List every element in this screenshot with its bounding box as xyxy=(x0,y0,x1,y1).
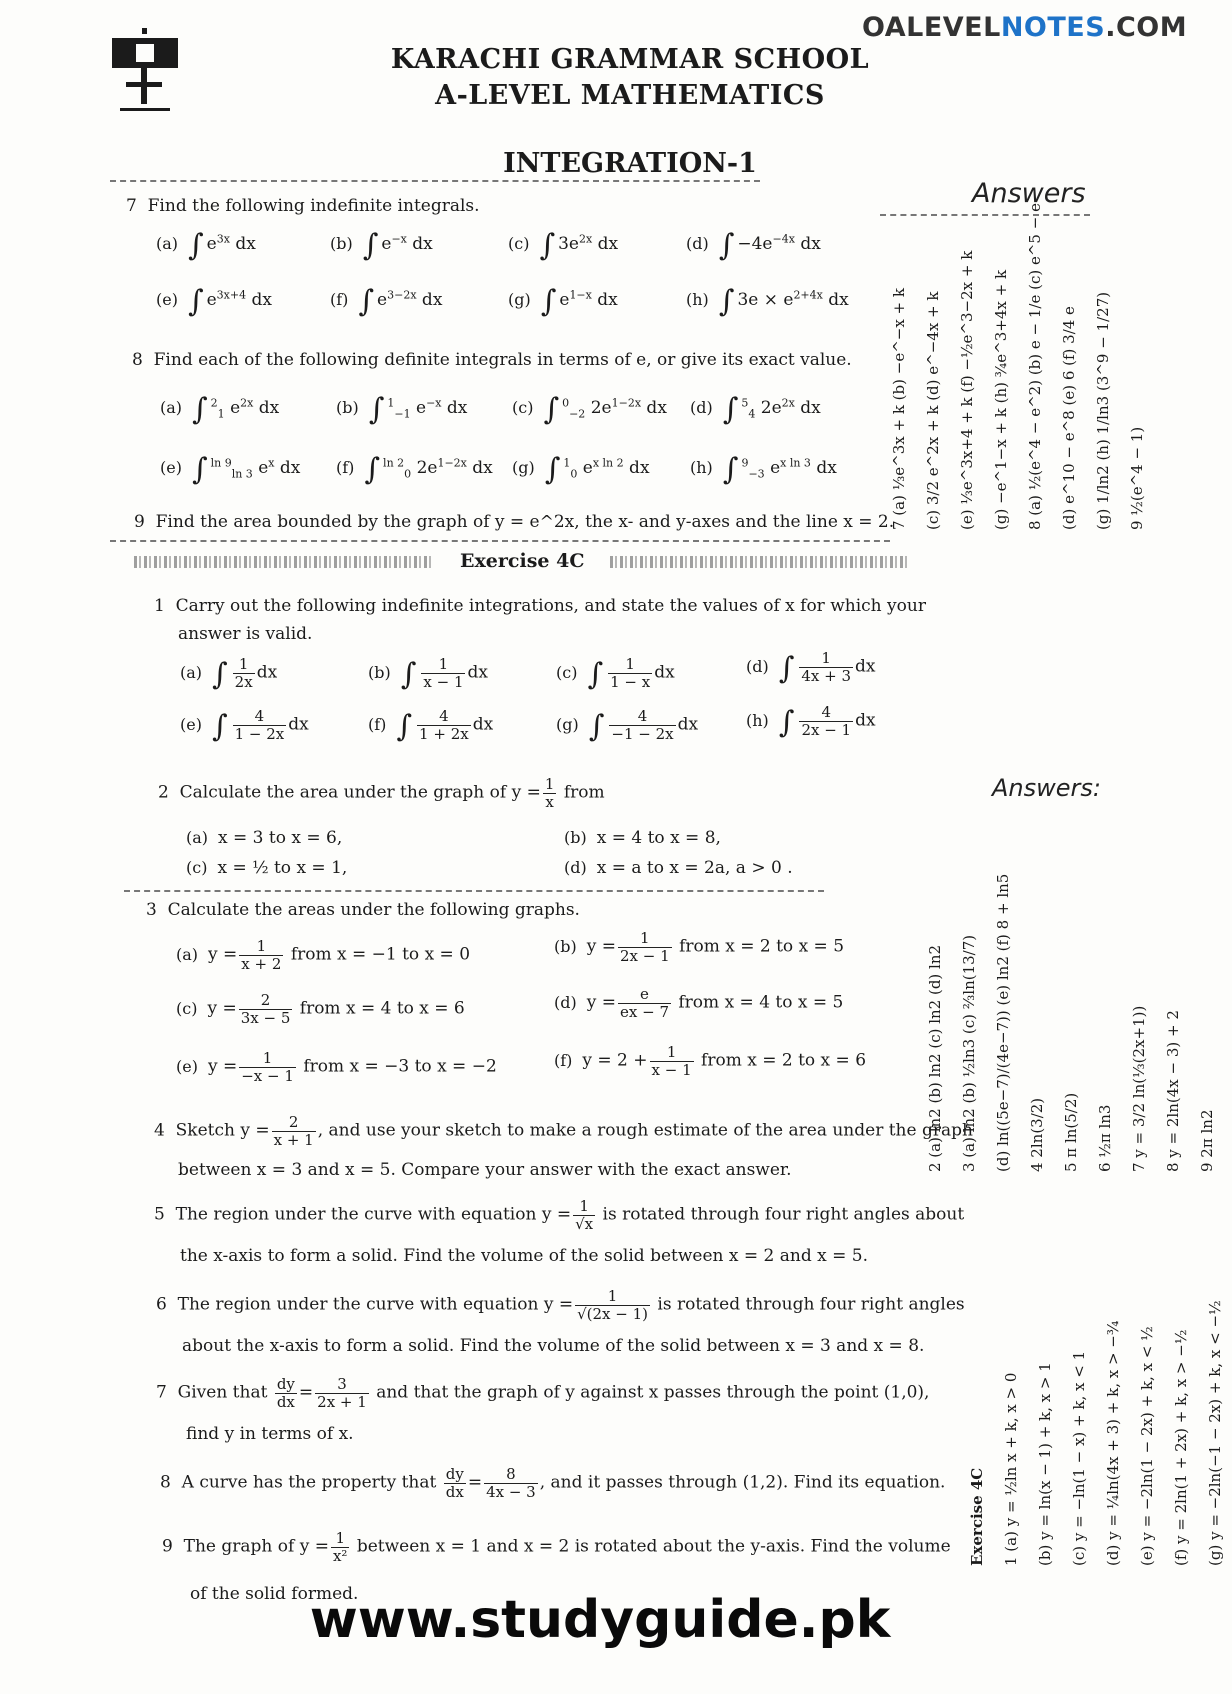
ex-q1c: (c) ∫ $\frac{1}{1 - x}$ dx xyxy=(556,655,675,692)
q7g: (g) ∫ $e^{1-x}$ dx xyxy=(508,284,618,319)
ex-q1h: (h) ∫ $\frac{4}{2x - 1}$ dx xyxy=(746,703,876,740)
ex-q5-text: 5 The region under the curve with equation y = $\frac{1}{√x}$ is rotated through four right angles about xyxy=(154,1197,965,1233)
ex-q6-text: 6 The region under the curve with equation y = $\frac{1}{√(2x - 1)}$ is rotated through four right angles xyxy=(156,1287,965,1323)
decorative-band xyxy=(134,556,434,568)
q7e: (e) ∫ $e^{3x+4}$ dx xyxy=(156,284,272,319)
ex-q1-text2: answer is valid. xyxy=(178,624,313,644)
ex-q9-text2: of the solid formed. xyxy=(190,1584,359,1604)
q7b: (b) ∫ $e^{-x}$ dx xyxy=(330,228,433,263)
divider xyxy=(110,540,890,542)
subject-name: A-LEVEL MATHEMATICS xyxy=(435,80,825,111)
answers-heading-2: Answers: xyxy=(992,774,1101,802)
ex-q2d: (d) x = a to x = 2a, a > 0 . xyxy=(564,858,793,878)
q7c: (c) ∫ $3e^{2x}$ dx xyxy=(508,228,619,263)
answers-block-1: 7 (a) ⅓e^3x + k (b) −e^−x + k (c) 3/2 e^2x + k (d) e^−4x + k (e) ⅓e^3x+4 + k (f) −½e^3−2x + k (g) −e^1−x + k (h) ¾e^3+4x + k 8 (a) ½(e^4 − e^2) (b) e − 1/e (c) e^5 − e (d) e^10 − e^8 (e) 6 (f) 3/4 e (g) 1/ln2 (h) 1/ln3 (3^9 − 1/27) 9 ½(e^4 − 1) xyxy=(890,203,1146,530)
ex-q6-text2: about the x-axis to form a solid. Find the volume of the solid between x = 3 and x = 8. xyxy=(182,1336,925,1356)
brand-watermark: OALEVELNOTES.COM xyxy=(862,12,1188,43)
q8d: (d) ∫ $^5_4$ $2e^{2x}$ dx xyxy=(690,392,821,427)
q7f: (f) ∫ $e^{3-2x}$ dx xyxy=(330,284,443,319)
q8e: (e) ∫ $^{ln 9}_{ln 3}$ $e^x$ dx xyxy=(160,452,301,487)
q8h: (h) ∫ $^9_{-3}$ $e^{x ln 3}$ dx xyxy=(690,452,837,487)
ex-q5-text2: the x-axis to form a solid. Find the volume of the solid between x = 2 and x = 5. xyxy=(180,1246,868,1266)
ex-q3-text: 3 Calculate the areas under the following graphs. xyxy=(146,900,580,920)
ex-q4-text2: between x = 3 and x = 5. Compare your answer with the exact answer. xyxy=(178,1160,792,1180)
answers-heading: Answers xyxy=(972,178,1086,209)
ex-q1e: (e) ∫ $\frac{4}{1 - 2x}$ dx xyxy=(180,707,309,744)
answers-block-2: 2 (a) ln2 (b) ln2 (c) ln2 (d) ln2 3 (a) ln2 (b) ½ln3 (c) ⅔ln(13/7) (d) ln((5e−7)/(4e−7)) (e) ln2 (f) 8 + ln5 4 2ln(3/2) 5 π ln(5/2) 6 ½π ln3 7 y = 3/2 ln(⅓(2x+1)) 8 y = 2ln(4x − 3) + 2 9 2π ln2 xyxy=(926,873,1216,1172)
ex-q3a: (a) y = $\frac{1}{x + 2}$ from x = −1 to x = 0 xyxy=(176,937,471,973)
ex-q7-text2: find y in terms of x. xyxy=(186,1424,354,1444)
ex-q1-text: 1 Carry out the following indefinite integrations, and state the values of x for which your xyxy=(154,596,926,616)
ex-q1b: (b) ∫ $\frac{1}{x - 1}$ dx xyxy=(368,655,488,692)
ex-q1f: (f) ∫ $\frac{4}{1 + 2x}$ dx xyxy=(368,707,494,744)
ex-q3c: (c) y = $\frac{2}{3x - 5}$ from x = 4 to x = 6 xyxy=(176,991,465,1027)
ex-q1a: (a) ∫ $\frac{1}{2x}$ dx xyxy=(180,655,278,692)
page-title: INTEGRATION-1 xyxy=(503,148,757,179)
q7h: (h) ∫ $3e \times e^{2+4x}$ dx xyxy=(686,284,849,319)
q9-text: 9 Find the area bounded by the graph of y = e^2x, the x- and y-axes and the line x = 2. xyxy=(134,512,895,532)
ex-q9-text: 9 The graph of y = $\frac{1}{\text{x²}}$ between x = 1 and x = 2 is rotated about the y-axis. Find the volume xyxy=(162,1529,951,1565)
divider xyxy=(110,180,760,182)
decorative-band xyxy=(610,556,910,568)
q8g: (g) ∫ $^1_0$ $e^{x ln 2}$ dx xyxy=(512,452,650,487)
answers-block-3: Exercise 4C 1 (a) y = ½ln x + k, x > 0 (b) y = ln(x − 1) + k, x > 1 (c) y = −ln(1 − x) + k, x < 1 (d) y = ¼ln(4x + 3) + k, x > −¾ (e) y = −2ln(1 − 2x) + k, x < ½ (f) y = 2ln(1 + 2x) + k, x > −½ (g) y = −2ln(−1 − 2x) + k, x < −½ xyxy=(968,1300,1224,1566)
ex-q2a: (a) x = 3 to x = 6, xyxy=(186,828,343,848)
ex-q7-text: 7 Given that $\frac{dy}{dx}$ = $\frac{3}{2x + 1}$ and that the graph of y against x passes through the point (1,0), xyxy=(156,1375,930,1411)
ex-q8-text: 8 A curve has the property that $\frac{dy}{dx}$ = $\frac{8}{4x - 3}$ , and it passes through (1,2). Find its equation. xyxy=(160,1465,946,1501)
q7-heading: 7 Find the following indefinite integrals. xyxy=(126,196,480,216)
ex-q4-text: 4 Sketch y = $\frac{2}{x + 1}$ , and use your sketch to make a rough estimate of the area under the graph xyxy=(154,1113,973,1149)
footer-url: www.studyguide.pk xyxy=(309,1590,891,1650)
q8a: (a) ∫ $^2_1$ $e^{2x}$ dx xyxy=(160,392,280,427)
ex-q3b: (b) y = $\frac{1}{2x - 1}$ from x = 2 to x = 5 xyxy=(554,929,845,965)
school-crest-logo xyxy=(106,24,184,116)
school-name: KARACHI GRAMMAR SCHOOL xyxy=(390,44,870,75)
q8f: (f) ∫ $^{ln 2}_0$ $2e^{1-2x}$ dx xyxy=(336,452,493,487)
q8-heading: 8 Find each of the following definite integrals in terms of e, or give its exact value. xyxy=(132,350,852,370)
divider xyxy=(124,890,824,892)
ex-q2-text: 2 Calculate the area under the graph of y = $\frac{1}{x}$ from xyxy=(158,775,605,811)
q8b: (b) ∫ $^1_{-1}$ $e^{-x}$ dx xyxy=(336,392,468,427)
q8c: (c) ∫ $^0_{-2}$ $2e^{1-2x}$ dx xyxy=(512,392,667,427)
q7d: (d) ∫ $-4e^{-4x}$ dx xyxy=(686,228,821,263)
ex-q1g: (g) ∫ $\frac{4}{-1 - 2x}$ dx xyxy=(556,707,699,744)
ex-q3f: (f) y = 2 + $\frac{1}{x - 1}$ from x = 2 to x = 6 xyxy=(554,1043,867,1079)
ex-q3d: (d) y = $\frac{e}{ex - 7}$ from x = 4 to x = 5 xyxy=(554,985,844,1021)
q7a: (a) ∫ $e^{3x}$ dx xyxy=(156,228,256,263)
ex-q3e: (e) y = $\frac{1}{-x - 1}$ from x = −3 to x = −2 xyxy=(176,1049,497,1085)
ex-q1d: (d) ∫ $\frac{1}{4x + 3}$ dx xyxy=(746,649,876,686)
exercise-heading: Exercise 4C xyxy=(460,550,585,572)
ex-q2b: (b) x = 4 to x = 8, xyxy=(564,828,721,848)
ex-q2c: (c) x = ½ to x = 1, xyxy=(186,858,348,878)
